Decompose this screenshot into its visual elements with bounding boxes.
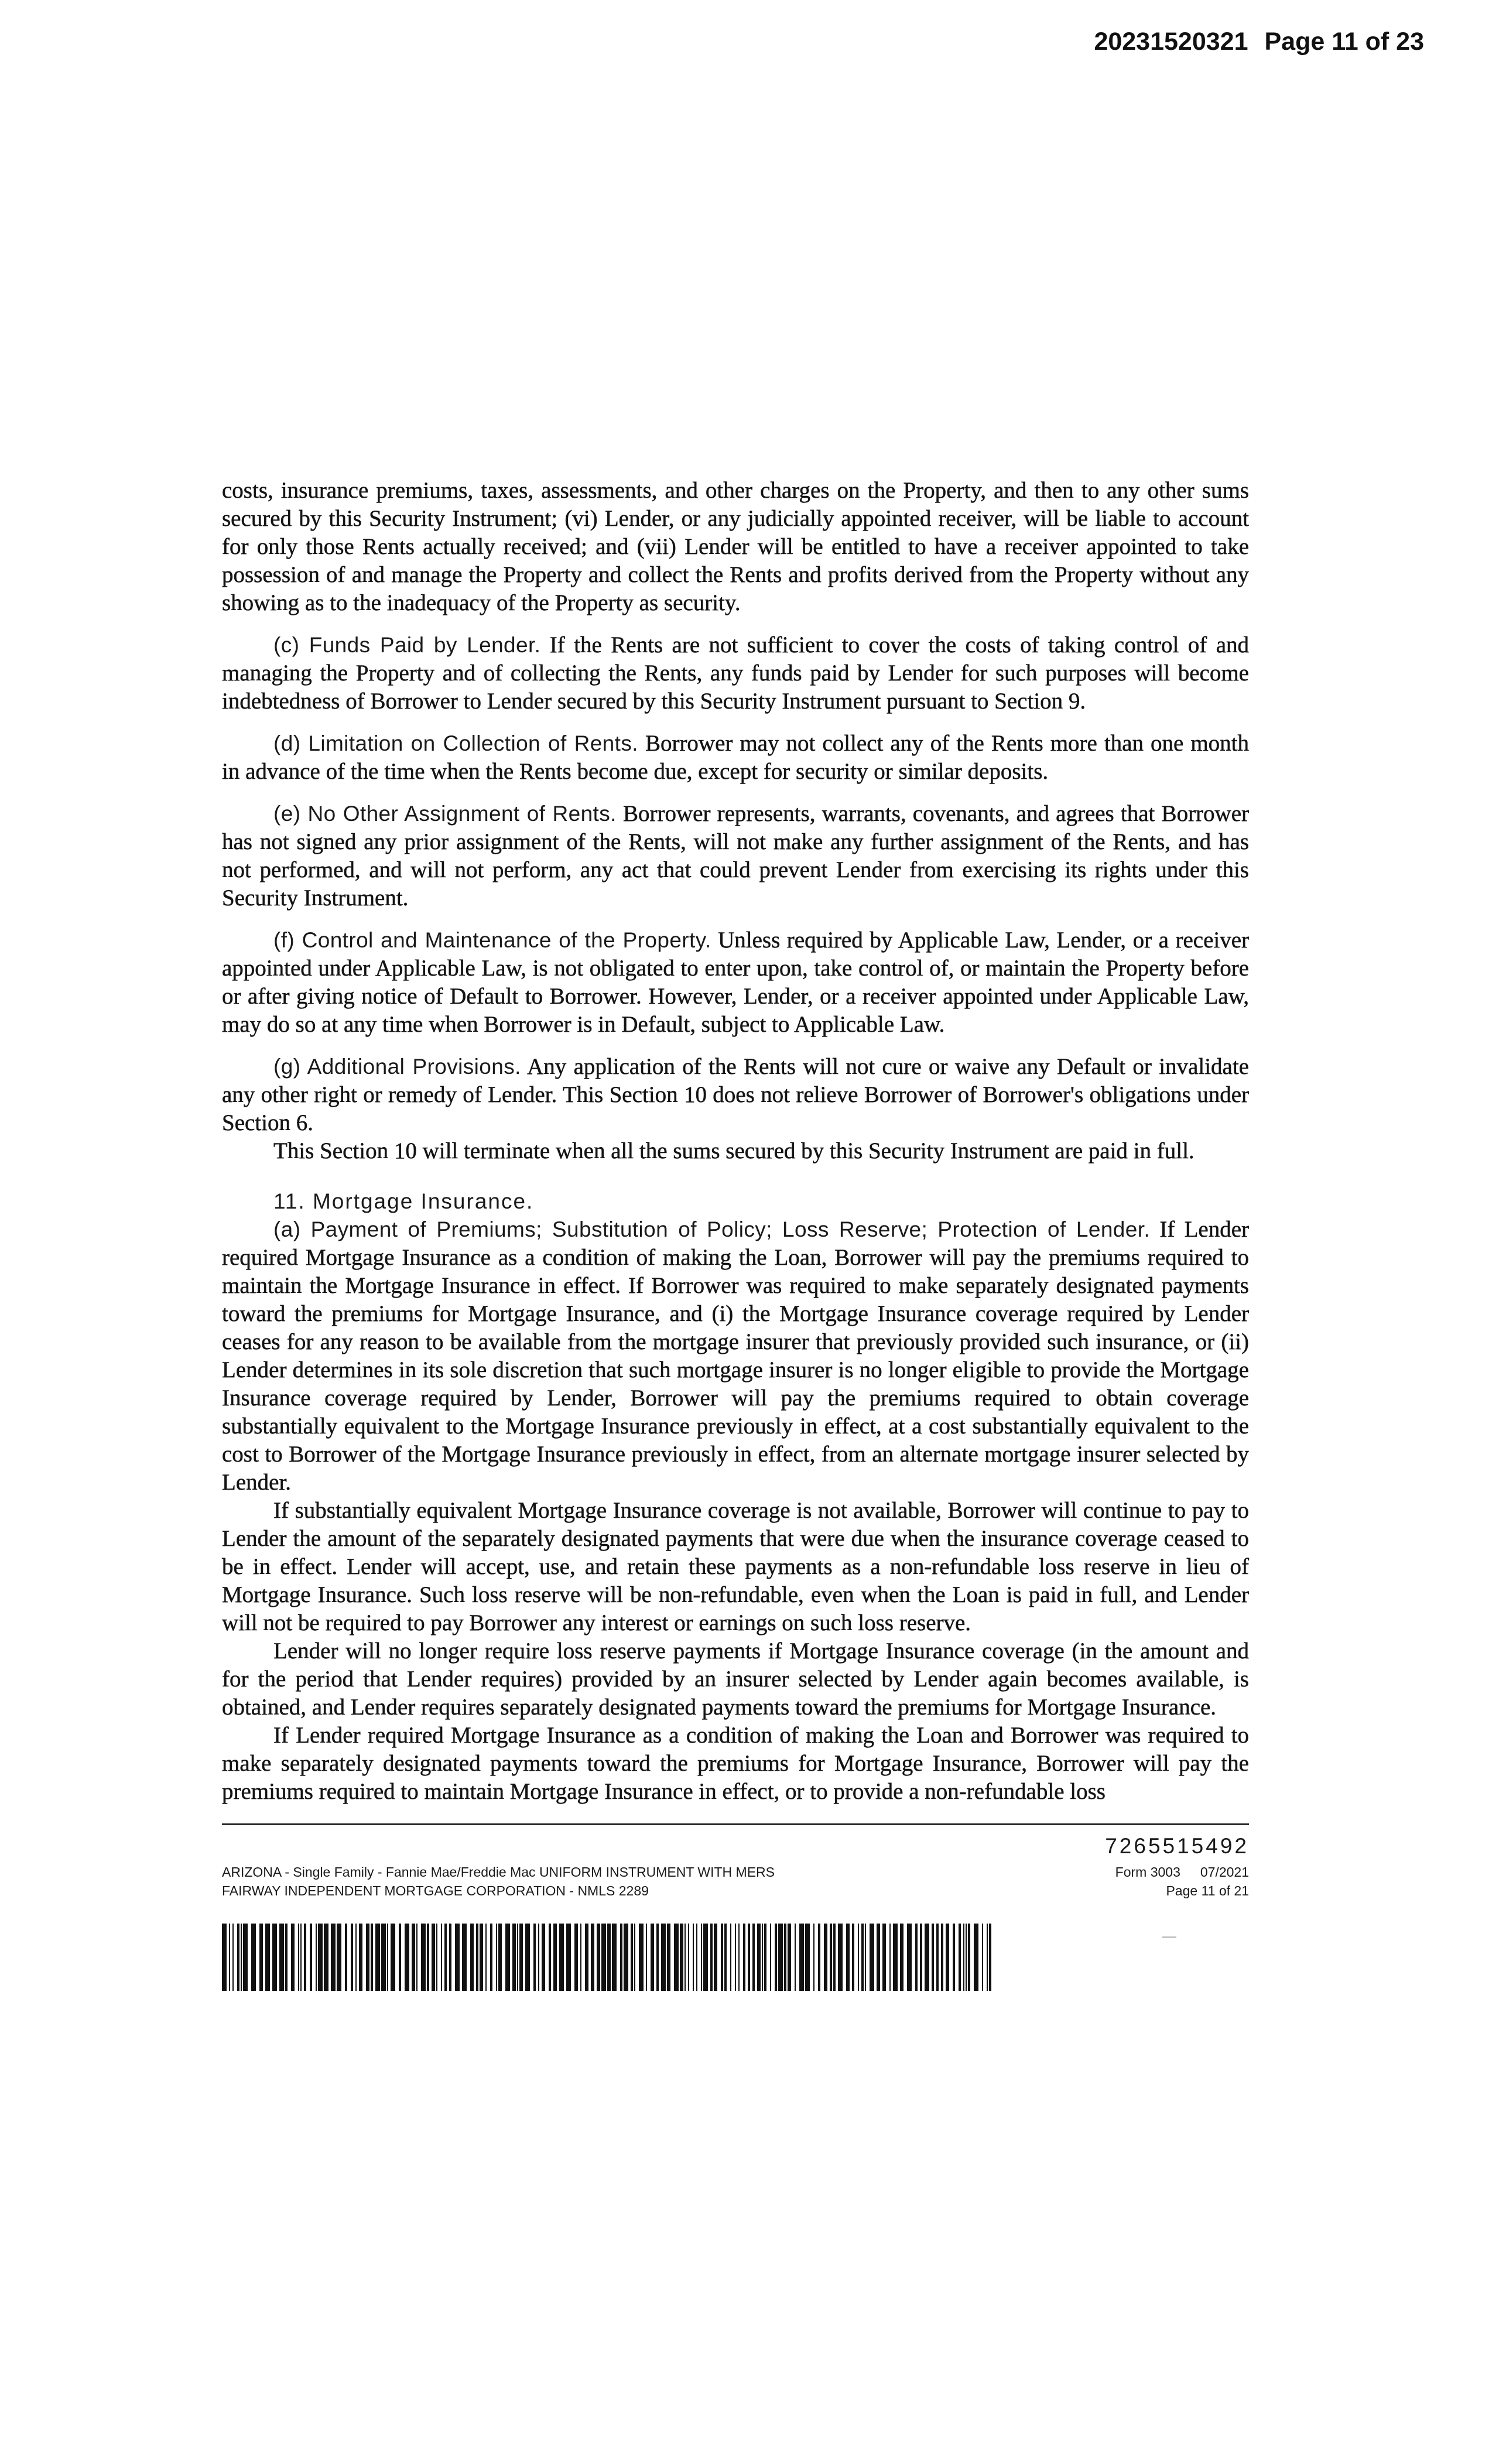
barcode-bar — [591, 1924, 594, 1991]
loan-number: 7265515492 — [1105, 1834, 1249, 1858]
barcode-bar — [444, 1924, 447, 1991]
barcode-bar — [498, 1924, 502, 1991]
subsection-d-text: Borrower may not collect any of the Rents more than one month in advance of the time when the Rents become due, except for security or similar deposits. — [222, 731, 1250, 784]
barcode-bar — [757, 1924, 761, 1991]
barcode-bar — [764, 1924, 766, 1991]
barcode-bar — [968, 1924, 970, 1991]
barcode-bar — [882, 1924, 886, 1991]
barcode-bar — [318, 1924, 323, 1991]
barcode-bar — [496, 1924, 497, 1991]
barcode-bar — [795, 1924, 796, 1991]
barcode-bar — [838, 1924, 843, 1991]
barcode-bar — [748, 1924, 750, 1991]
barcode-bar — [735, 1924, 736, 1991]
barcode-bar — [646, 1924, 647, 1991]
barcode-bar — [237, 1924, 239, 1991]
barcode-bar — [946, 1924, 949, 1991]
barcode-bar — [436, 1924, 437, 1991]
barcode-bar — [925, 1924, 929, 1991]
barcode-bar — [846, 1924, 850, 1991]
barcode-bar — [989, 1924, 991, 1991]
barcode-bar — [907, 1924, 912, 1991]
barcode-bar — [651, 1924, 654, 1991]
recording-number: 20231520321 — [1094, 28, 1248, 56]
subsection-e-heading: (e) No Other Assignment of Rents. — [273, 802, 617, 826]
barcode-bar — [597, 1924, 600, 1991]
barcode-bar — [337, 1924, 341, 1991]
subsection-f-heading: (f) Control and Maintenance of the Property. — [273, 928, 711, 952]
barcode-bar — [920, 1924, 922, 1991]
barcode-bar — [298, 1924, 299, 1991]
barcode-bar — [762, 1924, 763, 1991]
barcode-bar — [549, 1924, 551, 1991]
barcode-bar — [538, 1924, 539, 1991]
barcode-bar — [865, 1924, 866, 1991]
barcode-bar — [351, 1924, 353, 1991]
barcode-bar — [861, 1924, 864, 1991]
footer-info-row — [222, 1863, 1249, 1900]
barcode-bar — [738, 1924, 740, 1991]
barcode-bar — [674, 1924, 679, 1991]
barcode-bar — [688, 1924, 689, 1991]
section-11-title-line — [222, 1187, 1249, 1216]
barcode-bar — [371, 1924, 373, 1991]
barcode-bar — [505, 1924, 510, 1991]
barcode-bar — [580, 1924, 581, 1991]
barcode-bar — [915, 1924, 918, 1991]
barcode-bar — [345, 1924, 347, 1991]
page-header — [1094, 26, 1424, 57]
barcode-bar — [900, 1924, 903, 1991]
barcode-bar — [601, 1924, 606, 1991]
barcode-bar — [941, 1924, 943, 1991]
barcode-bar — [770, 1924, 771, 1991]
barcode-bar — [525, 1924, 530, 1991]
barcode-bar — [279, 1924, 284, 1991]
lender-line: FAIRWAY INDEPENDENT MORTGAGE CORPORATION - NMLS 2289 — [222, 1883, 649, 1898]
barcode-bar — [359, 1924, 362, 1991]
barcode-bar — [470, 1924, 474, 1991]
barcode-bar — [696, 1924, 697, 1991]
barcode-bar — [291, 1924, 295, 1991]
barcode-bar — [559, 1924, 564, 1991]
barcode-bar — [585, 1924, 588, 1991]
section-11-paragraph-no-longer-require: Lender will no longer require loss reserve payments if Mortgage Insurance coverage (in the amount and for the period that Lender requires) provided by an insurer selected by Lender again becomes available, is obtained, and Lender requires separately designated payments toward the premiums for Mortgage Insurance. — [222, 1638, 1249, 1720]
barcode-bar — [310, 1924, 312, 1991]
section-10-closing: This Section 10 will terminate when all the sums secured by this Security Instrument are paid in full. — [273, 1138, 1195, 1163]
barcode-bar — [259, 1924, 263, 1991]
section-11-title: 11. Mortgage Insurance. — [273, 1189, 534, 1213]
barcode-bar — [355, 1924, 357, 1991]
barcode-bar — [366, 1924, 369, 1991]
barcode-bar — [667, 1924, 670, 1991]
form-number: Form 3003 — [1115, 1864, 1180, 1880]
barcode-bar — [449, 1924, 451, 1991]
barcode-bar — [553, 1924, 557, 1991]
subsection-c-text: If the Rents are not sufficient to cover the costs of taking control of and managing the Property and of collecting the Rents, any funds paid by Lender for such purposes will become indebtedness of Borrower to Lender secured by this Security Instrument pursuant to Section 9. — [222, 632, 1249, 714]
subsection-f-control-and-maintenance — [222, 926, 1249, 1039]
subsection-d-limitation-on-collection — [222, 730, 1249, 786]
barcode-bar — [982, 1924, 983, 1991]
form-title: ARIZONA - Single Family - Fannie Mae/Freddie Mac UNIFORM INSTRUMENT WITH MERS — [222, 1864, 775, 1880]
barcode-bar — [272, 1924, 277, 1991]
barcode-bar — [813, 1924, 814, 1991]
barcode-bar — [743, 1924, 745, 1991]
barcode-bar — [476, 1924, 478, 1991]
barcode-bar — [441, 1924, 442, 1991]
barcode-bar — [778, 1924, 783, 1991]
section-11-subsection-a — [222, 1216, 1249, 1497]
barcode-bar — [858, 1924, 859, 1991]
barcode-bar — [412, 1924, 415, 1991]
form-id-line — [1115, 1863, 1249, 1881]
section-11-subsection-a-heading: (a) Payment of Premiums; Substitution of Policy; Loss Reserve; Protection of Lender. — [273, 1217, 1151, 1241]
barcode-bar — [693, 1924, 694, 1991]
subsection-c-heading: (c) Funds Paid by Lender. — [273, 633, 541, 657]
barcode-bar — [966, 1924, 967, 1991]
barcode-bar — [251, 1924, 256, 1991]
barcode-bar — [963, 1924, 964, 1991]
barcode-bar — [324, 1924, 328, 1991]
barcode-bar — [421, 1924, 426, 1991]
barcode-bar — [574, 1924, 578, 1991]
barcode-bar — [399, 1924, 401, 1991]
barcode-bar — [455, 1924, 460, 1991]
barcode-bar — [710, 1924, 713, 1991]
barcode-bar — [656, 1924, 659, 1991]
subsection-e-text: Borrower represents, warrants, covenants, and agrees that Borrower has not signed any prior assignment of the Rents, will not make any further assignment of the Rents, and has not performed, and will not perform, any act that could prevent Lender from exercising its rights under this Security Instrument. — [222, 801, 1250, 911]
barcode-bar — [533, 1924, 536, 1991]
barcode-bar — [852, 1924, 854, 1991]
barcode-bar — [222, 1924, 227, 1991]
barcode-bar — [824, 1924, 827, 1991]
barcode-bar — [490, 1924, 492, 1991]
barcode-bar — [833, 1924, 836, 1991]
barcode-bar — [566, 1924, 571, 1991]
barcode-bar — [721, 1924, 723, 1991]
barcode-bar — [512, 1924, 516, 1991]
barcode-bar — [987, 1924, 988, 1991]
document-body — [222, 477, 1249, 1991]
recording-page-label: Page 11 of 23 — [1264, 28, 1424, 56]
footer-left — [222, 1863, 775, 1900]
form-page-label: Page 11 of 21 — [1166, 1883, 1249, 1898]
barcode-bar — [714, 1924, 717, 1991]
subsection-f-text: Unless required by Applicable Law, Lender, or a receiver appointed under Applicable Law, is not obligated to enter upon, take control of, or maintain the Property before or after giving notice of Default to Borrower. However, Lender, or a receiver appointed under Applicable Law, may do so at any time when Borrower is in Default, subject to Applicable Law. — [222, 928, 1250, 1037]
barcode-bar — [542, 1924, 545, 1991]
barcode-bar — [877, 1924, 880, 1991]
barcode-bar — [701, 1924, 702, 1991]
barcode-bar — [932, 1924, 934, 1991]
section-11-paragraph-maintain-insurance: If Lender required Mortgage Insurance as a condition of making the Loan and Borrower was required to make separately designated payments toward the premiums for Mortgage Insurance, Borrower will pay the premiums required to maintain Mortgage Insurance in effect, or to provide a non-refundable loss — [222, 1723, 1249, 1804]
barcode-bar — [775, 1924, 777, 1991]
barcode-bar — [680, 1924, 683, 1991]
barcode-bar — [462, 1924, 467, 1991]
barcode-bar — [889, 1924, 891, 1991]
barcode-bar — [427, 1924, 429, 1991]
section-11-paragraph-loss-reserve: If substantially equivalent Mortgage Insurance coverage is not available, Borrower will continue to pay to Lender the amount of the separately designated payments that were due when the insurance coverage ceased to be in effect. Lender will accept, use, and retain these payments as a non-refundable loss reserve in lieu of Mortgage Insurance. Such loss reserve will be non-refundable, even when the Loan is paid in full, and Lender will not be required to pay Borrower any interest or earnings on such loss reserve. — [222, 1498, 1249, 1635]
barcode-bar — [391, 1924, 395, 1991]
footer-right — [1115, 1863, 1249, 1900]
barcode-bar — [830, 1924, 832, 1991]
barcode-bar — [893, 1924, 898, 1991]
barcode-bar — [607, 1924, 611, 1991]
barcode-bar — [799, 1924, 804, 1991]
barcode-bar — [974, 1924, 978, 1991]
barcode-bar — [517, 1924, 518, 1991]
barcode-bar — [416, 1924, 417, 1991]
barcode-bar — [265, 1924, 270, 1991]
barcode-bar — [316, 1924, 317, 1991]
barcode-bar — [381, 1924, 386, 1991]
subsection-g-additional-provisions — [222, 1053, 1249, 1137]
barcode-bar — [300, 1924, 302, 1991]
scan-mark — [1162, 1936, 1176, 1938]
barcode-bar — [232, 1924, 234, 1991]
subsection-g-heading: (g) Additional Provisions. — [273, 1055, 521, 1079]
barcode-bar — [959, 1924, 961, 1991]
barcode-bar — [953, 1924, 955, 1991]
subsection-c-funds-paid-by-lender — [222, 631, 1249, 716]
barcode-bar — [631, 1924, 633, 1991]
subsection-e-no-other-assignment — [222, 800, 1249, 912]
barcode-bar — [661, 1924, 666, 1991]
subsection-g-text: Any application of the Rents will not cure or waive any Default or invalidate any other right or remedy of Lender. This Section 10 does not relieve Borrower of Borrower's obligations under Section 6. — [222, 1054, 1249, 1135]
barcode-bar — [285, 1924, 288, 1991]
barcode-bar — [752, 1924, 755, 1991]
barcode-bar — [784, 1924, 786, 1991]
barcode-bar — [788, 1924, 791, 1991]
barcode-bar — [304, 1924, 306, 1991]
barcode-bar — [870, 1924, 874, 1991]
barcode-bar — [243, 1924, 248, 1991]
barcode-bar — [724, 1924, 727, 1991]
subsection-d-heading: (d) Limitation on Collection of Rents. — [273, 731, 638, 755]
barcode-bar — [818, 1924, 820, 1991]
barcode-bar — [805, 1924, 810, 1991]
barcode-bar — [480, 1924, 483, 1991]
barcode-bar — [331, 1924, 336, 1991]
barcode — [222, 1924, 996, 1991]
barcode-bar — [703, 1924, 708, 1991]
barcode-bar — [241, 1924, 242, 1991]
barcode-bar — [634, 1924, 635, 1991]
barcode-bar — [387, 1924, 388, 1991]
barcode-bar — [432, 1924, 435, 1991]
barcode-bar — [624, 1924, 628, 1991]
section-11-subsection-a-text: If Lender required Mortgage Insurance as a condition of making the Loan, Borrower will pay the premiums required to maintain the Mortgage Insurance in effect. If Borrower was required to make separately designated payments toward the premiums for Mortgage Insurance, and (i) the Mortgage Insurance coverage required by Lender ceases for any reason to be available from the mortgage insurer that previously provided such insurance, or (ii) Lender determines in its sole discretion that such mortgage insurer is no longer eligible to provide the Mortgage Insurance coverage required by Lender, Borrower will pay the premiums required to obtain coverage substantially equivalent to the Mortgage Insurance previously in effect, at a cost substantially equivalent to the cost to Borrower of the Mortgage Insurance previously in effect, from an alternate mortgage insurer selected by Lender. — [222, 1217, 1250, 1495]
barcode-bar — [405, 1924, 409, 1991]
page-footer — [222, 1823, 1249, 1991]
barcode-bar — [519, 1924, 523, 1991]
form-date: 07/2021 — [1200, 1864, 1249, 1880]
footer-divider — [222, 1823, 1249, 1825]
barcode-bar — [612, 1924, 617, 1991]
continued-paragraph: costs, insurance premiums, taxes, assessments, and other charges on the Property, and then to any other sums secured by this Security Instrument; (vi) Lender, or any judicially appointed receiver, will be liable to account for only those Rents actually received; and (vii) Lender will be entitled to have a receiver appointed to take possession of and manage the Property and collect the Rents and profits derived from the Property without any showing as to the inadequacy of the Property as security. — [222, 478, 1249, 615]
barcode-bar — [685, 1924, 686, 1991]
barcode-bar — [375, 1924, 380, 1991]
barcode-bar — [485, 1924, 487, 1991]
barcode-bar — [730, 1924, 731, 1991]
barcode-bar — [620, 1924, 622, 1991]
barcode-row — [222, 1924, 1249, 1991]
barcode-bar — [229, 1924, 230, 1991]
barcode-bar — [936, 1924, 939, 1991]
barcode-bar — [639, 1924, 644, 1991]
